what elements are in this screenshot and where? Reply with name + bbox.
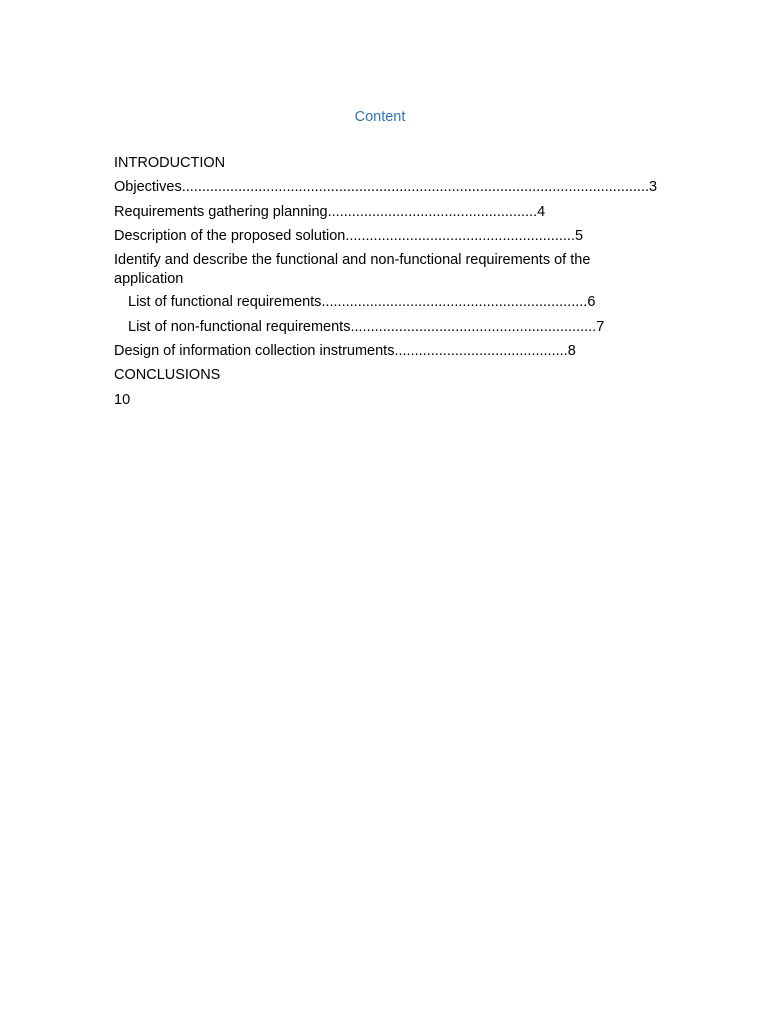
toc-entry-label: Objectives — [114, 179, 182, 196]
toc-entry-requirements-gathering-planning[interactable] — [114, 203, 674, 221]
toc-entry-page-ten — [114, 391, 674, 409]
toc-page-number: 4 — [537, 203, 546, 220]
toc-leader-dots: ........................................... — [394, 343, 568, 360]
toc-page-number: 6 — [587, 294, 596, 311]
toc-page-number: 8 — [567, 343, 576, 360]
toc-leader-dots: .................................................................. — [321, 294, 588, 311]
toc-leader-dots: .................................................................................................................... — [181, 179, 650, 196]
toc-entry-label: Identify and describe the functional and non-functional requirements of the application — [114, 252, 591, 288]
toc-entry-proposed-solution[interactable] — [114, 227, 674, 245]
toc-entry-objectives[interactable] — [114, 178, 674, 196]
toc-leader-dots: ............................................................. — [350, 318, 597, 335]
toc-entry-label: CONCLUSIONS — [114, 367, 221, 384]
toc-entry-nonfunctional-requirements[interactable] — [114, 318, 674, 336]
toc-entry-conclusions[interactable] — [114, 366, 674, 384]
toc-entry-label: List of functional requirements — [128, 294, 322, 311]
toc-entry-label: Requirements gathering planning — [114, 203, 328, 220]
toc-leader-dots: .................................................... — [327, 203, 538, 220]
toc-entry-label: Design of information collection instruments — [114, 343, 395, 360]
toc-entry-collection-instruments[interactable] — [114, 342, 674, 360]
toc-page-number: 3 — [649, 179, 658, 196]
toc-entry-label: List of non-functional requirements — [128, 318, 351, 335]
toc-entry-functional-requirements[interactable] — [114, 293, 674, 311]
toc-entry-label: Description of the proposed solution — [114, 227, 346, 244]
table-of-contents — [114, 154, 674, 415]
toc-entry-label: 10 — [114, 391, 131, 408]
toc-leader-dots: ......................................................... — [345, 227, 575, 244]
toc-title: Content — [354, 109, 406, 125]
toc-entry-introduction[interactable] — [114, 154, 674, 172]
toc-entry-functional-nonfunctional[interactable] — [114, 251, 614, 289]
toc-entry-label: INTRODUCTION — [114, 155, 226, 171]
toc-page-number: 5 — [574, 227, 584, 244]
toc-page-number: 7 — [596, 318, 605, 335]
